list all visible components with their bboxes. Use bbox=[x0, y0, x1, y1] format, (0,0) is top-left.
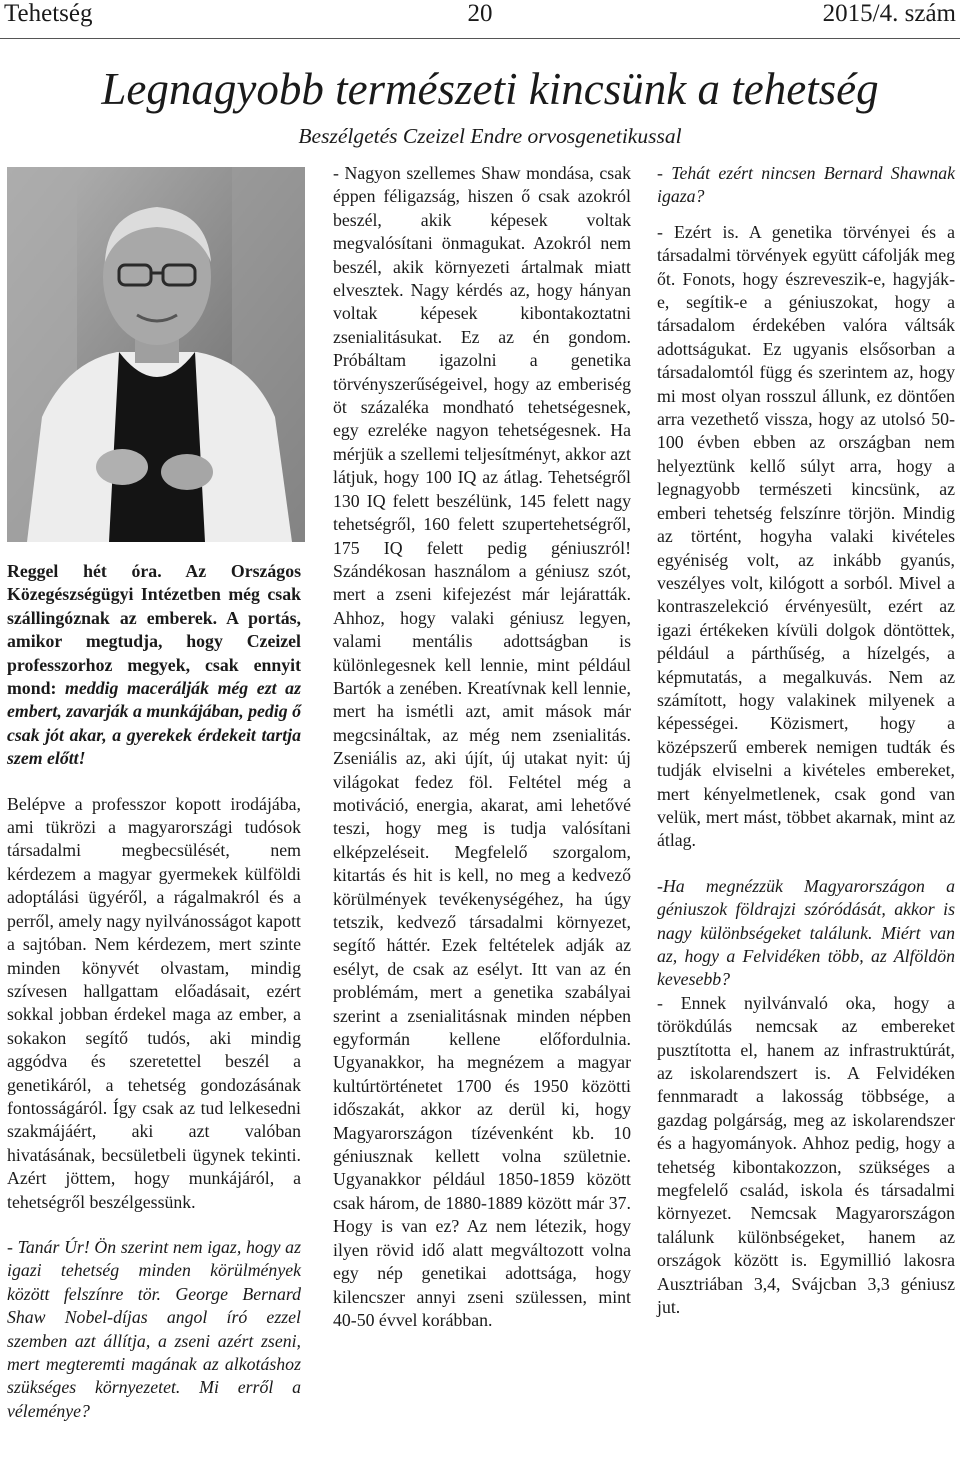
page-header bbox=[0, 0, 960, 30]
article-title: Legnagyobb természeti kincsünk a tehetség bbox=[101, 64, 879, 114]
portrait-photo-icon bbox=[7, 167, 305, 542]
article-subtitle: Beszélgetés Czeizel Endre orvosgenetikussal bbox=[298, 124, 682, 148]
answer-paragraph: - Ezért is. A genetika törvényei és a társadalmi törvények együtt cáfolják meg őt. Fonots, hogy észreveszik-e, hagyják-e, segítik-e a géniuszokat, hogy a társadalom érdekében valóra váltsák adottságukat. Ez ugyanis elsősorban a társadalomtól függ és szerintem az, hogy mi most olyan rosszul állunk, ez döntően arra vezethető vissza, hogy az utolsó 50-100 évben ebben az országban nem helyeztünk kellő súlyt arra, hogy a legnagyobb természeti kincsünk, az emberi tehetség felszínre törjön. Mindig az történt, hogyha valaki kivételes egyéniség volt, az inkább gyanús, veszélyes volt, kilógott a sorból. Mivel a kontraszelekció érvényesült, ezért az igazi értékeken kívüli dolgok döntöttek, például a párthűség, a hízelgés, a képmutatás, a megalkuvás. Nem az számított, hogy valakinek milyenek a képességei. Közismert, hogy a középszerű emberek nemigen tudták és tudják elviselni a kivételes embereket, mert kényelmetlenek, csak gond van velük, mert mást, többet akarnak, mint az átlag. bbox=[657, 221, 955, 851]
question-paragraph: - Tanár Úr! Ön szerint nem igaz, hogy az igazi tehetség minden körülmények között felszínre tör. George Bernard Shaw Nobel-díjas angol író ezzel szemben azt állítja, a zseni azért zseni, mert megteremti magának az alkotáshoz szükséges környezetet. Mi erről a véleménye? bbox=[7, 1236, 301, 1421]
answer-paragraph: - Nagyon szellemes Shaw mondása, csak éppen féligazság, hiszen ő csak azokról beszél, akik képesek voltak megvalósítani önmagukat. Azokról nem beszél, akik környezeti ártalmak miatt elvesztek. Nagy kérdés az, hogy hányan voltak képesek kibontakoztatni zsenialitásukat. Ez az én gondom. Próbáltam igazolni a genetika törvényszerűségeivel, hogy az emberiség öt százaléka mondható tehetségesnek, egy ezreléke nagyon tehetségesnek. Ha mérjük a szellemi teljesítményt, akkor azt látjuk, hogy 100 IQ az átlag. Tehetségről 130 IQ felett beszélünk, 145 felett nagy tehetségről, 160 felett szupertehetségről, 175 IQ felett pedig géniuszról! Szándékosan használom a géniusz szót, mert a zseni kifejezést már lejáratták. Ahhoz, hogy valaki géniusz legyen, valami mentális adottságban is különlegesnek kell lennie, mint például Bartók a zenében. Kreatívnak kell lennie, mert ha ismétli azt, amit mások már megcsináltak, az még nem zsenialitás. Zseniális az, aki újít, új utakat nyit: új világokat fedez föl. Feltétel még a motiváció, energia, akarat, ami lehetővé teszi, hogy meg is tudja valósítani elképzeléseit. Megfelelő szorgalom, kitartás és hit is kell, no meg a kedvező körülmények tevékenységéhez, ha úgy tetszik, kedvező társadalmi környezet, segítő háttér. Ezek feltételek adják az esélyt, de csak az esélyt. Itt van az én problémám, mert a genetika szabályai szerint a zsenialitásnak minden népben egyformán kellene előfordulnia. Ugyanakkor, ha megnézem a magyar kultúrtörténetet 1700 és 1950 közötti időszakát, akkor az derül ki, hogy Magyarországon tízévenként kb. 10 géniusznak kellett volna születnie. Ugyanakkor például 1850-1859 között csak három, de 1880-1889 között már 37. Hogy is van ez? Az nem létezik, hogy ilyen rövid idő alatt megváltozott volna egy nép genetikai adottsága, hogy kilencszer annyi zseni szülessen, mint 40-50 évvel korábban. bbox=[333, 163, 631, 1330]
column-2 bbox=[333, 162, 631, 1332]
question-paragraph: - Tehát ezért nincsen Bernard Shawnak igaza? bbox=[657, 163, 955, 207]
column-3 bbox=[657, 162, 955, 1320]
journal-name: Tehetség bbox=[4, 0, 93, 27]
page-number: 20 bbox=[467, 0, 493, 27]
answer-paragraph: - Ennek nyilvánvaló oka, hogy a törökdúlás nemcsak az embereket pusztította el, hanem az infrastruktúrát, az iskolarendszert is. A Felvidéken fennmaradt a lakosság többsége, a gazdag polgárság, meg az iskolarendszer és a hagyományok. Ahhoz pedig, hogy a tehetség kibontakozzon, szükséges a megfelelő család, iskola és társadalmi környezet. Nemcsak Magyarországon találunk különbségeket, hanem az országok között is. Egymillió lakosra Ausztriában 3,4, Svájcban 3,3 géniusz jut. bbox=[657, 992, 955, 1318]
header-divider bbox=[0, 38, 960, 39]
issue-number: 2015/4. szám bbox=[822, 0, 956, 27]
intro-paragraph: Belépve a professzor kopott irodájába, ami tükrözi a magyarországi tudósok társadalmi megbecsülését, nem kérdezem a magyar gyermekek külföldi adoptálási ügyéről, a rágalmakról és a perről, amely nagy nyilvánosságot kapott a sajtóban. Nem kérdezem, mert szinte minden könyvét olvastam, mindig szívesen hallgattam előadásait, ezért sokkal jobban érdekel maga az ember, a sokakon segítő tudós, aki mindig aggódva és szeretettel beszél a genetikáról, a tehetség gondozásának fontosságáról. Így csak az tud lelkesedni szakmájáért, aki azt valóban hivatásának, becsületbeli ügynek tekinti. Azért jöttem, hogy munkájáról, a tehetségről beszélgessünk. bbox=[7, 793, 301, 1212]
question-paragraph: -Ha megnézzük Magyarországon a géniuszok földrajzi szóródását, akkor is nagy különbségeket találunk. Miért van az, hogy a Felvidéken több, az Alföldön kevesebb? bbox=[657, 875, 955, 990]
lead-paragraph bbox=[7, 560, 301, 771]
lead-text: Reggel hét óra. Az Országos Közegészségügyi Intézetben még csak szállingóznak az emberek. A portás, amikor megtudja, hogy Czeizel professzorhoz megyek, csak ennyit mond: bbox=[7, 561, 301, 699]
lead-quote: meddig macerálják még ezt az embert, zavarják a munkájában, pedig ő csak jót akar, a gyerekek érdekeit tartja szem előtt! bbox=[7, 678, 301, 769]
column-1 bbox=[7, 560, 301, 1423]
